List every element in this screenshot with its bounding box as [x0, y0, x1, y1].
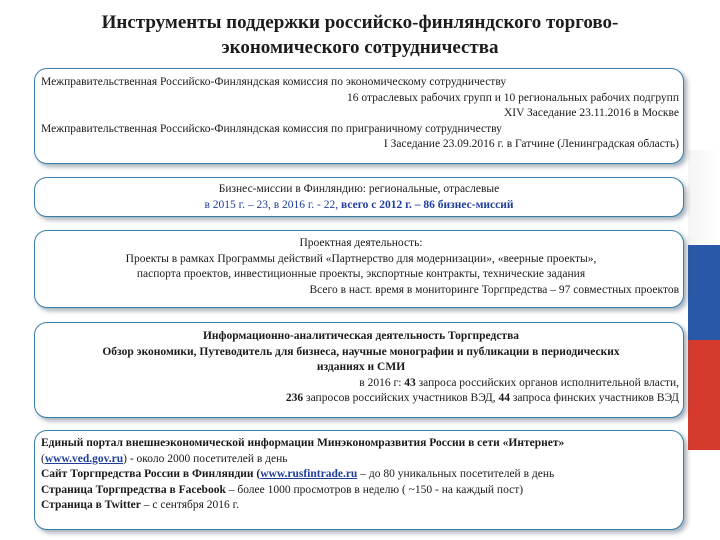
analytics-ru-ved-label: запросов российских участников ВЭД, — [303, 392, 499, 404]
analytics-title: Информационно-аналитическая деятельность Торгпредства — [202, 330, 520, 342]
flag-stripe-red — [688, 340, 720, 450]
analytics-publications: Обзор экономики, Путеводитель для бизнеса, научные монографии и публикации в периодических — [102, 345, 620, 358]
analytics-count-ru-gov: 43 — [404, 376, 416, 389]
business-missions-stats — [43, 198, 675, 214]
trade-site-visitors: – до 80 уникальных посетителей в день — [357, 468, 555, 480]
analytics-requests-2 — [43, 391, 679, 407]
page-title — [40, 10, 680, 60]
flag-stripe-blue — [688, 245, 720, 340]
online-resources-box — [34, 430, 684, 530]
analytics-count-ru-ved: 236 — [285, 392, 304, 404]
portal-visitors-text: ) - около 2000 посетителей в день — [123, 452, 288, 465]
ved-gov-link[interactable]: www.ved.gov.ru — [44, 452, 124, 465]
title-line-2: экономического сотрудничества — [221, 37, 499, 58]
portal-title: Единый портал внешнеэкономической информации Минэкономразвития России в сети «Интернет» — [41, 437, 565, 449]
projects-line-1: Проекты в рамках Программы действий «Партнерство для модернизации», «веерные проекты», — [125, 252, 597, 265]
projects-line-2: паспорта проектов, инвестиционные проекты, экспортные контракты, технические задания — [136, 268, 586, 280]
business-missions-yearly: в 2015 г. – 23, в 2016 г. - 22, — [204, 198, 341, 211]
business-missions-title: Бизнес-миссии в Финляндию: региональные, отраслевые — [218, 183, 500, 195]
commission-box — [34, 68, 684, 164]
analytics-year-label: в 2016 г: — [359, 376, 405, 389]
commission-working-groups: 16 отраслевых рабочих групп и 10 региональных рабочих подгрупп — [347, 91, 679, 104]
commission-economic-title: Межправительственная Российско-Финляндская комиссия по экономическому сотрудничеству — [41, 76, 507, 88]
commission-border-title: Межправительственная Российско-Финляндская комиссия по приграничному сотрудничеству — [41, 122, 502, 135]
analytics-requests-1 — [43, 376, 679, 392]
portal-paren: ( — [41, 452, 45, 465]
analytics-ru-gov-label: запроса российских органов исполнительной власти, — [415, 376, 679, 389]
business-missions-box — [34, 177, 684, 217]
trade-site-label: Сайт Торгпредства России в Финляндии ( — [41, 468, 261, 480]
facebook-stats: – более 1000 просмотров в неделю ( ~150 - на каждый пост) — [225, 483, 524, 496]
twitter-stats: – с сентября 2016 г. — [140, 499, 239, 511]
rusfintrade-link[interactable]: www.rusfintrade.ru — [260, 468, 358, 480]
projects-monitoring: Всего в наст. время в мониторинге Торгпредства – 97 совместных проектов — [309, 283, 679, 296]
portal-visitors — [41, 452, 679, 468]
facebook-row — [41, 483, 679, 499]
trade-site-row — [41, 467, 679, 483]
flag-stripe-white — [688, 150, 720, 245]
twitter-row — [41, 498, 679, 514]
business-missions-total: всего с 2012 г. – 86 бизнес-миссий — [341, 198, 514, 211]
analytics-box — [34, 322, 684, 418]
commission-session-gatchina: I Заседание 23.09.2016 г. в Гатчине (Ленинградская область) — [383, 138, 679, 150]
commission-session-moscow: XIV Заседание 23.11.2016 в Москве — [503, 107, 679, 119]
projects-title: Проектная деятельность: — [299, 237, 423, 249]
facebook-label: Страница Торгпредства в Facebook — [41, 483, 226, 496]
title-line-1: Инструменты поддержки российско-финляндского торгово- — [101, 12, 619, 33]
analytics-count-fi-ved: 44 — [498, 392, 510, 404]
analytics-media: изданиях и СМИ — [316, 361, 406, 373]
projects-box — [34, 230, 684, 308]
twitter-label: Страница в Twitter — [41, 499, 141, 511]
analytics-fi-ved-label: запроса финских участников ВЭД — [509, 392, 679, 404]
